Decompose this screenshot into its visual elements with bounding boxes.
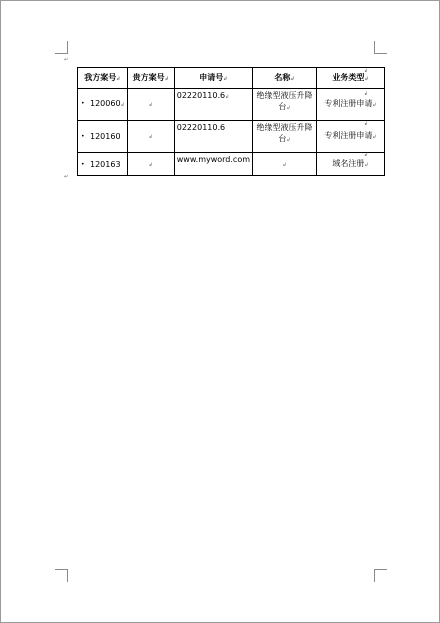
- crop-mark-bottom-right: [374, 569, 387, 582]
- crop-mark-top-left: [55, 41, 68, 54]
- header-cell[interactable]: 申请号↲: [174, 68, 252, 89]
- name-cell[interactable]: 绝缘型液压升降台↲: [253, 121, 317, 153]
- table-row: [78, 153, 385, 176]
- business-type-cell[interactable]: 专利注册申请↲: [317, 121, 385, 153]
- application-number-cell[interactable]: www.myword.com: [174, 153, 252, 176]
- application-number-cell[interactable]: 02220110.6: [174, 121, 252, 153]
- table-row: [78, 121, 385, 153]
- name-cell[interactable]: 绝缘型液压升降台↲: [253, 89, 317, 121]
- header-cell[interactable]: 业务类型↲: [317, 68, 385, 89]
- business-type-cell[interactable]: 专利注册申请↲: [317, 89, 385, 121]
- row-end-mark: ↲: [364, 152, 369, 158]
- your-case-number-cell[interactable]: ↲: [127, 153, 174, 176]
- our-case-number-cell[interactable]: • 120163: [78, 153, 128, 176]
- table-row: [78, 89, 385, 121]
- case-table[interactable]: [77, 67, 385, 176]
- paragraph-mark: ↵: [64, 174, 69, 180]
- application-number-cell[interactable]: 02220110.6↲: [174, 89, 252, 121]
- your-case-number-cell[interactable]: ↲: [127, 89, 174, 121]
- header-cell[interactable]: 贵方案号↲: [127, 68, 174, 89]
- row-end-mark: ↲: [364, 121, 369, 127]
- our-case-number-cell[interactable]: • 120060↲: [78, 89, 128, 121]
- our-case-number-cell[interactable]: • 120160: [78, 121, 128, 153]
- header-cell[interactable]: 名称↲: [253, 68, 317, 89]
- your-case-number-cell[interactable]: ↲: [127, 121, 174, 153]
- row-end-mark: ↲: [364, 68, 369, 74]
- business-type-cell[interactable]: 域名注册↲: [317, 153, 385, 176]
- crop-mark-top-right: [374, 41, 387, 54]
- row-end-mark: ↲: [364, 91, 369, 97]
- table-header-row: [78, 68, 385, 89]
- name-cell[interactable]: ↲: [253, 153, 317, 176]
- crop-mark-bottom-left: [55, 569, 68, 582]
- header-cell[interactable]: 我方案号↲: [78, 68, 128, 89]
- paragraph-mark: ↵: [64, 57, 69, 63]
